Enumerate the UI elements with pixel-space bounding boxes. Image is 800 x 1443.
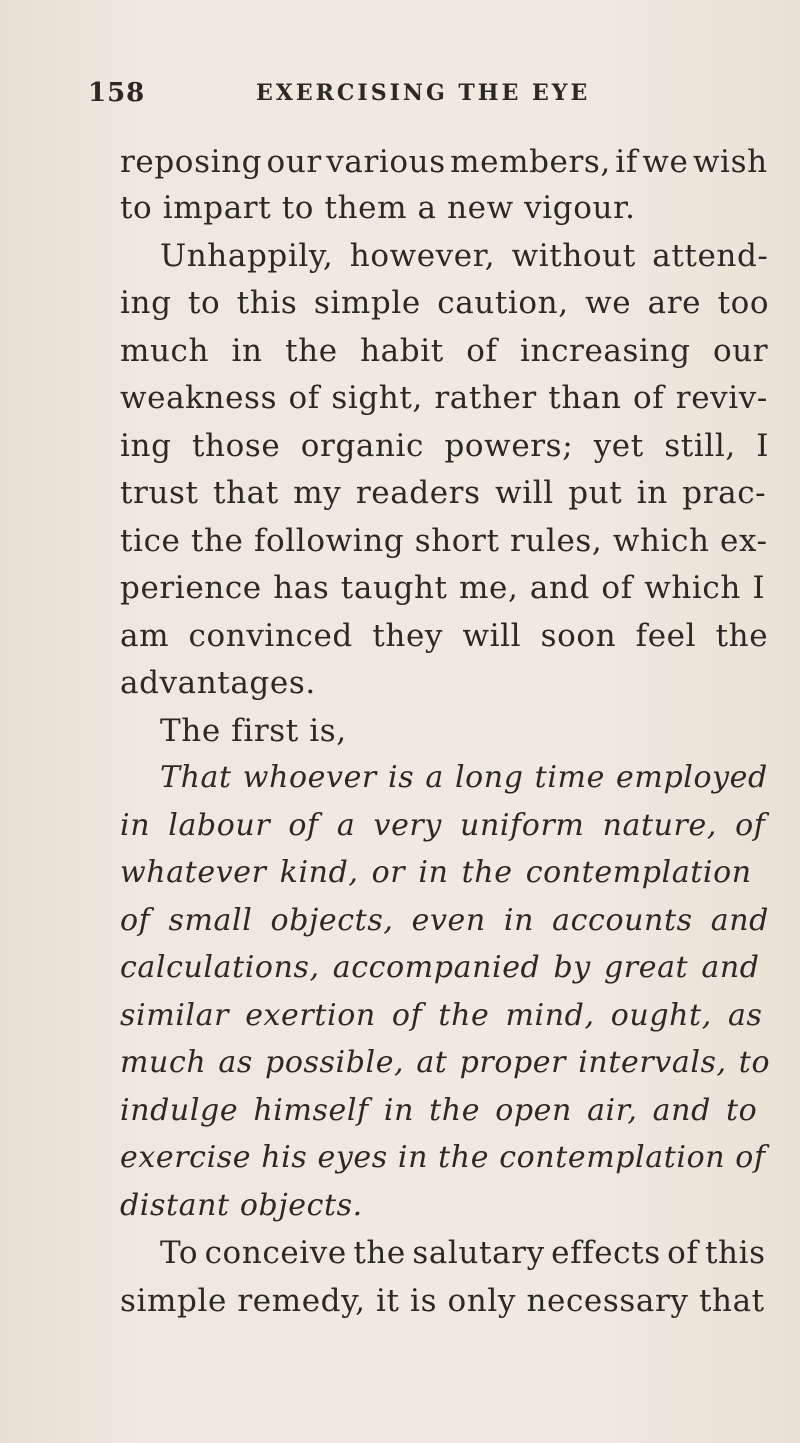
text-line: ing those organic powers; yet still, I xyxy=(120,428,770,464)
text-line: in labour of a very uniform nature, of xyxy=(120,808,766,843)
text-line: weakness of sight, rather than of reviv- xyxy=(120,380,768,416)
text-line: trust that my readers will put in prac- xyxy=(120,475,767,511)
text-line: exercise his eyes in the contemplation of xyxy=(120,1140,766,1175)
text-line: simple remedy, it is only necessary that xyxy=(120,1283,765,1319)
text-line: similar exertion of the mind, ought, as xyxy=(120,998,763,1033)
text-line: to impart to them a new vigour. xyxy=(120,190,636,226)
text-line: indulge himself in the open air, and to xyxy=(120,1093,758,1128)
text-line: much in the habit of increasing our xyxy=(120,333,769,369)
text-line: tice the following short rules, which ex- xyxy=(120,523,768,559)
text-line: Unhappily, however, without attend- xyxy=(160,238,769,274)
text-line: perience has taught me, and of which I xyxy=(120,570,766,606)
running-head: EXERCISING THE EYE xyxy=(256,80,591,106)
text-line: advantages. xyxy=(120,665,316,701)
page-number: 158 xyxy=(88,78,146,108)
text-line: much as possible, at proper intervals, to xyxy=(120,1045,771,1080)
text-line: am convinced they will soon feel the xyxy=(120,618,769,654)
text-line: The first is, xyxy=(160,713,347,749)
text-line: of small objects, even in accounts and xyxy=(120,903,769,938)
text-line: reposing our various members, if we wish xyxy=(120,144,768,180)
page-header xyxy=(88,78,748,118)
text-line: ing to this simple caution, we are too xyxy=(120,285,770,321)
text-line: distant objects. xyxy=(120,1188,363,1223)
text-line: That whoever is a long time employed xyxy=(160,760,768,795)
text-line: whatever kind, or in the contemplation xyxy=(120,855,752,890)
text-line: calculations, accompanied by great and xyxy=(120,950,760,985)
text-line: To conceive the salutary effects of this xyxy=(160,1235,766,1271)
